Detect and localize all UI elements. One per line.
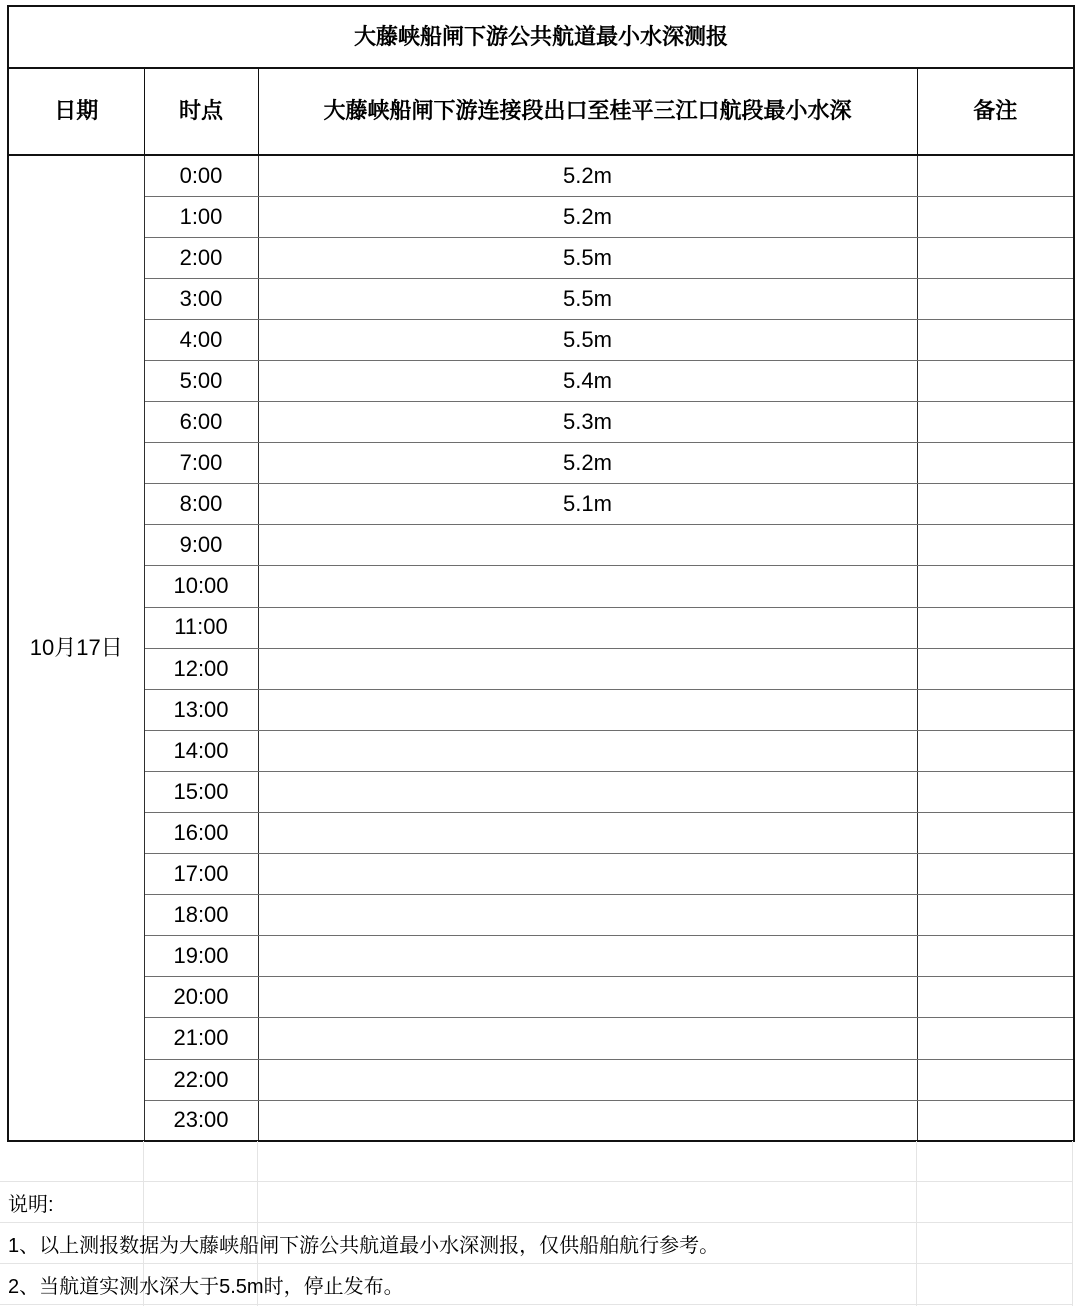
table-row [8,936,1074,977]
time-cell: 17:00 [144,854,258,895]
table-row [8,1059,1074,1100]
time-cell: 23:00 [144,1100,258,1141]
note-item-2: 2、当航道实测水深大于5.5m时，停止发布。 [8,1275,404,1298]
depth-cell: 5.2m [258,196,917,237]
remark-cell [917,771,1074,812]
remark-cell [917,319,1074,360]
table-row [8,730,1074,771]
time-cell: 9:00 [144,525,258,566]
depth-cell: 5.5m [258,278,917,319]
remark-cell [917,402,1074,443]
blank-row [0,1141,1073,1182]
table-row [8,977,1074,1018]
depth-cell [258,895,917,936]
note-row [0,1264,1073,1305]
remark-cell [917,936,1074,977]
title-row [8,6,1074,68]
table-row [8,484,1074,525]
page-title: 大藤峡船闸下游公共航道最小水深测报 [8,6,1074,68]
remark-cell [917,196,1074,237]
grid-line [1072,1141,1073,1306]
depth-cell [258,648,917,689]
col-header-remark: 备注 [917,68,1074,155]
depth-cell [258,1059,917,1100]
depth-cell: 5.5m [258,319,917,360]
remark-cell [917,525,1074,566]
note-item-1: 1、以上测报数据为大藤峡船闸下游公共航道最小水深测报，仅供船舶航行参考。 [8,1234,720,1257]
depth-cell [258,854,917,895]
time-cell: 21:00 [144,1018,258,1059]
time-cell: 15:00 [144,771,258,812]
table-row [8,854,1074,895]
time-cell: 22:00 [144,1059,258,1100]
table-row [8,196,1074,237]
table-row [8,607,1074,648]
table-row [8,360,1074,401]
table-row [8,525,1074,566]
time-cell: 20:00 [144,977,258,1018]
remark-cell [917,607,1074,648]
remark-cell [917,813,1074,854]
depth-cell [258,977,917,1018]
remark-cell [917,360,1074,401]
depth-cell [258,1100,917,1141]
table-row [8,1018,1074,1059]
table-row [8,895,1074,936]
depth-cell: 5.2m [258,443,917,484]
table-row [8,1100,1074,1141]
table-row [8,237,1074,278]
depth-cell [258,936,917,977]
remark-cell [917,484,1074,525]
table-row [8,443,1074,484]
depth-cell [258,771,917,812]
notes-section [0,1141,1080,1306]
table-row [8,771,1074,812]
time-cell: 11:00 [144,607,258,648]
remark-cell [917,443,1074,484]
table-row [8,155,1074,196]
depth-cell: 5.4m [258,360,917,401]
time-cell: 6:00 [144,402,258,443]
table-row [8,402,1074,443]
table-row [8,566,1074,607]
time-cell: 18:00 [144,895,258,936]
remark-cell [917,854,1074,895]
time-cell: 4:00 [144,319,258,360]
time-cell: 5:00 [144,360,258,401]
note-row [0,1223,1073,1264]
remark-cell [917,566,1074,607]
col-header-time: 时点 [144,68,258,155]
remark-cell [917,730,1074,771]
depth-cell [258,689,917,730]
remark-cell [917,895,1074,936]
depth-cell: 5.1m [258,484,917,525]
header-row [8,68,1074,155]
time-cell: 8:00 [144,484,258,525]
time-cell: 10:00 [144,566,258,607]
depth-cell [258,607,917,648]
time-cell: 14:00 [144,730,258,771]
table-row [8,278,1074,319]
time-cell: 7:00 [144,443,258,484]
time-cell: 19:00 [144,936,258,977]
table-row [8,813,1074,854]
depth-cell: 5.2m [258,155,917,196]
depth-cell [258,813,917,854]
notes-heading-row [0,1182,1073,1223]
time-cell: 12:00 [144,648,258,689]
remark-cell [917,1100,1074,1141]
remark-cell [917,689,1074,730]
remark-cell [917,155,1074,196]
depth-cell [258,1018,917,1059]
time-cell: 3:00 [144,278,258,319]
table-row [8,319,1074,360]
grid-line [916,1141,917,1306]
remark-cell [917,237,1074,278]
date-cell: 10月17日 [8,155,144,1141]
remark-cell [917,977,1074,1018]
depth-cell [258,730,917,771]
col-header-date: 日期 [8,68,144,155]
col-header-depth: 大藤峡船闸下游连接段出口至桂平三江口航段最小水深 [258,68,917,155]
remark-cell [917,1018,1074,1059]
time-cell: 2:00 [144,237,258,278]
notes-heading: 说明: [8,1193,54,1216]
time-cell: 0:00 [144,155,258,196]
depth-cell: 5.5m [258,237,917,278]
table-row [8,689,1074,730]
time-cell: 16:00 [144,813,258,854]
table-row [8,648,1074,689]
depth-cell [258,525,917,566]
remark-cell [917,648,1074,689]
depth-cell [258,566,917,607]
remark-cell [917,278,1074,319]
depth-cell: 5.3m [258,402,917,443]
depth-report-table [7,5,1075,1142]
time-cell: 1:00 [144,196,258,237]
remark-cell [917,1059,1074,1100]
time-cell: 13:00 [144,689,258,730]
